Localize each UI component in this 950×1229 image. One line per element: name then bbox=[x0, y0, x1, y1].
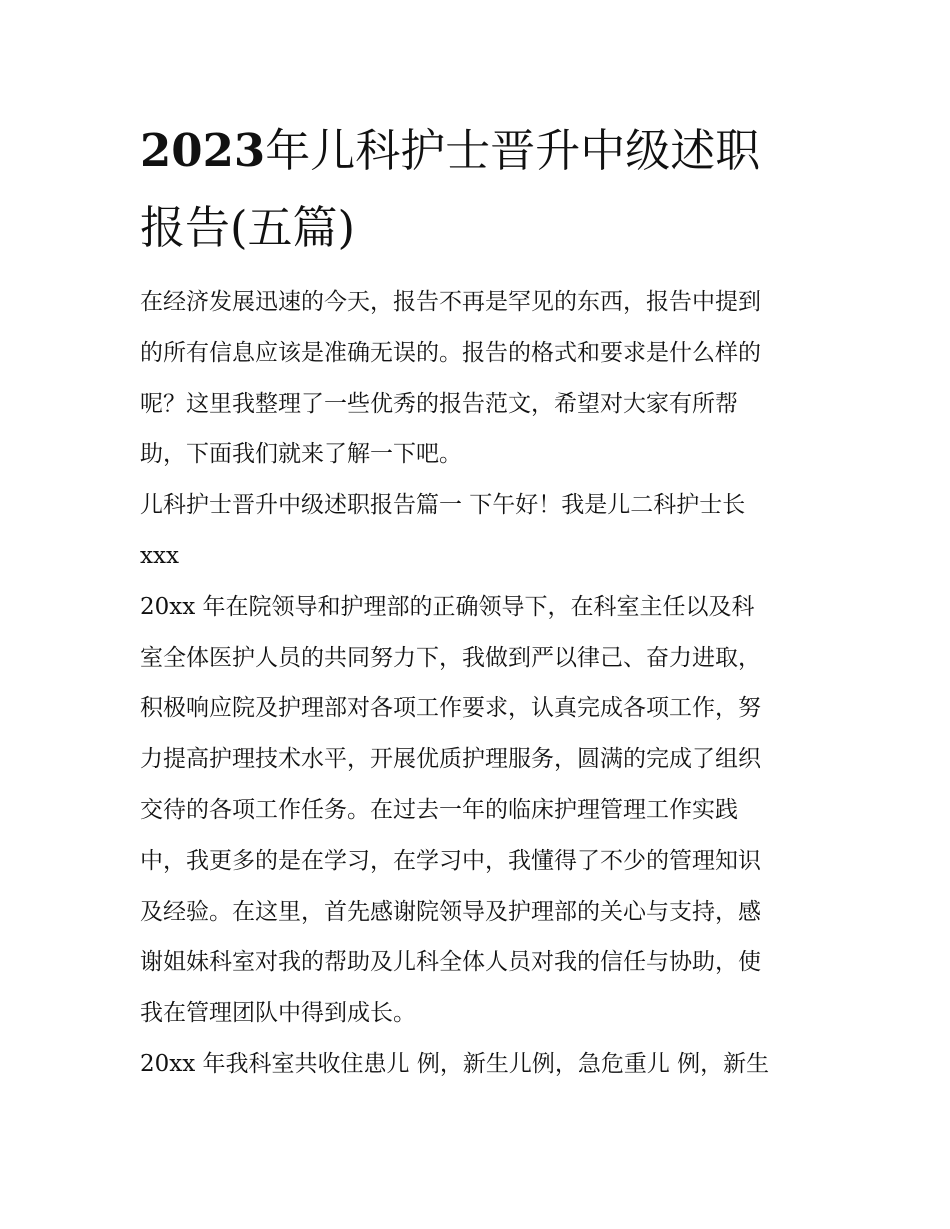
text-line: 中，我更多的是在学习，在学习中，我懂得了不少的管理知识 bbox=[140, 847, 761, 874]
text-line: 呢？这里我整理了一些优秀的报告范文，希望对大家有所帮 bbox=[140, 390, 738, 417]
text-line: 助，下面我们就来了解一下吧。 bbox=[140, 441, 462, 468]
document-body bbox=[140, 277, 830, 1090]
text-line: 力提高护理技术水平，开展优质护理服务，圆满的完成了组织 bbox=[140, 746, 761, 773]
title-text: 年儿科护士晋升中级述职 bbox=[265, 124, 761, 177]
title-text: 报告(五篇) bbox=[140, 201, 356, 254]
text-line: 在经济发展迅速的今天，报告不再是罕见的东西，报告中提到 bbox=[140, 289, 761, 315]
title-line bbox=[140, 112, 830, 189]
title-line bbox=[140, 189, 830, 266]
text-line: 的所有信息应该是准确无误的。报告的格式和要求是什么样的 bbox=[140, 339, 761, 366]
text-line: 20xx 年我科室共收住患儿 例，新生儿例，急危重儿 例，新生 bbox=[140, 1050, 770, 1077]
text-line: xxx bbox=[140, 542, 179, 569]
section-heading-line: 儿科护士晋升中级述职报告篇一 下午好！我是儿二科护士长 bbox=[140, 492, 746, 519]
text-line: 20xx 年在院领导和护理部的正确领导下，在科室主任以及科 bbox=[140, 593, 755, 620]
text-line: 我在管理团队中得到成长。 bbox=[140, 1000, 416, 1027]
text-line: 谢姐妹科室对我的帮助及儿科全体人员对我的信任与协助，使 bbox=[140, 949, 761, 976]
text-line: 交待的各项工作任务。在过去一年的临床护理管理工作实践 bbox=[140, 796, 738, 823]
text-line: 积极响应院及护理部对各项工作要求，认真完成各项工作，努 bbox=[140, 695, 761, 722]
title-year: 2023 bbox=[140, 124, 266, 177]
document-title bbox=[140, 112, 830, 266]
text-line: 室全体医护人员的共同努力下，我做到严以律己、奋力进取， bbox=[140, 644, 761, 671]
text-line: 及经验。在这里，首先感谢院领导及护理部的关心与支持，感 bbox=[140, 898, 761, 925]
